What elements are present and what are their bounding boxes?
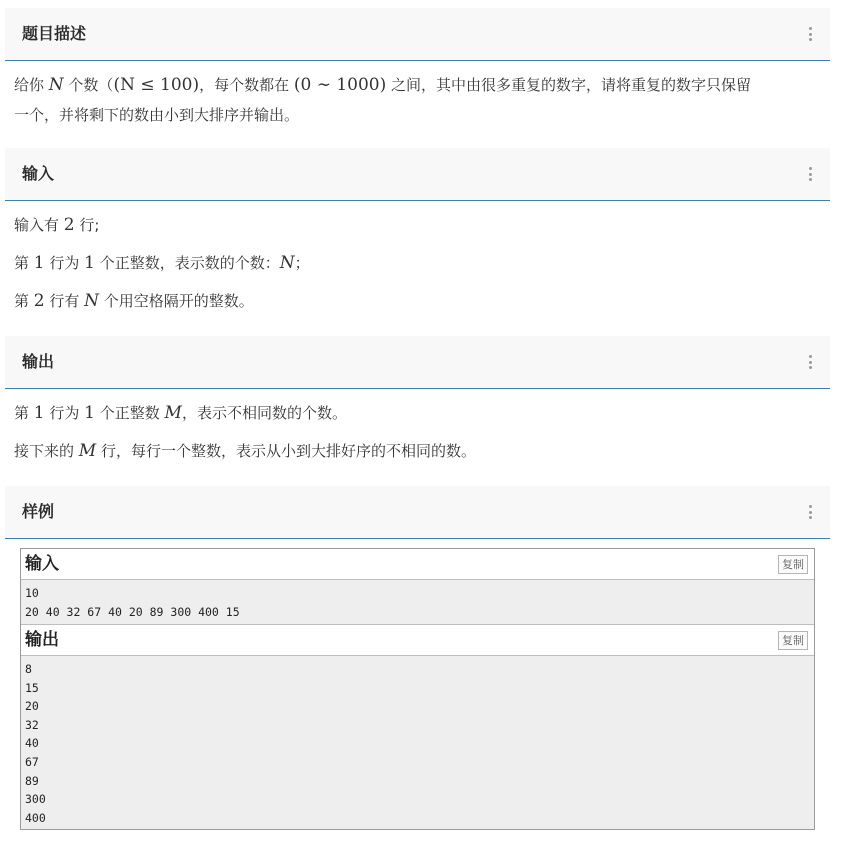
more-vertical-icon[interactable] (809, 505, 813, 519)
sample-output-body[interactable] (21, 656, 814, 829)
math-var-m: M (164, 403, 182, 423)
copy-input-button[interactable]: 复制 (778, 555, 808, 574)
sample-output-line: 15 (25, 680, 39, 695)
sample-output-line: 32 (25, 717, 39, 732)
text-segment: 输入有 (14, 216, 64, 234)
text-segment: 个正整数 (94, 404, 165, 422)
sample-input-line: 20 40 32 67 40 20 89 300 400 15 (25, 604, 240, 619)
math-number: 1 (33, 403, 45, 423)
input-header (5, 148, 830, 201)
sample-io-box (20, 548, 815, 830)
text-segment: 接下来的 (14, 442, 79, 460)
sample-input-header (21, 549, 814, 580)
text-segment: 行; (74, 216, 100, 234)
output-line-2 (14, 440, 476, 461)
more-vertical-icon[interactable] (809, 27, 813, 41)
description-line-2: 一个，并将剩下的数由小到大排序并输出。 (14, 106, 300, 124)
sample-header (5, 486, 830, 539)
math-number: 2 (33, 291, 45, 311)
input-line-1 (14, 214, 99, 235)
math-var-n: N (279, 253, 295, 273)
math-var-m: M (78, 441, 97, 461)
sample-input-body[interactable] (21, 580, 814, 624)
description-section (5, 8, 830, 61)
math-constraint-n: (N ≤ 100) (113, 75, 200, 95)
text-segment: 个正整数，表示数的个数： (94, 254, 280, 272)
sample-output-line: 20 (25, 699, 39, 714)
description-line-1 (14, 74, 751, 95)
text-segment: ，表示不相同数的个数。 (181, 404, 347, 422)
more-vertical-icon[interactable] (809, 167, 813, 181)
sample-input-title: 输入 (25, 554, 59, 574)
sample-output-title: 输出 (25, 630, 59, 650)
sample-output-line: 400 (25, 810, 46, 825)
input-section (5, 148, 830, 201)
math-range: (0 ∼ 1000) (293, 75, 387, 95)
more-vertical-icon[interactable] (809, 355, 813, 369)
math-number: 1 (84, 253, 95, 273)
text-segment: ，每个数都在 (199, 76, 294, 94)
input-title: 输入 (22, 164, 55, 183)
sample-title: 样例 (22, 502, 55, 521)
sample-output-line: 89 (25, 773, 39, 788)
text-segment: ； (294, 254, 310, 272)
text-segment: 行为 (44, 404, 85, 422)
text-segment: 行为 (44, 254, 85, 272)
math-var-n: N (84, 291, 100, 311)
text-segment: 给你 (14, 76, 49, 94)
sample-output-line: 40 (25, 736, 39, 751)
sample-section (5, 486, 830, 539)
input-line-2 (14, 252, 310, 273)
text-segment: 个数（ (63, 76, 114, 94)
math-number: 1 (33, 253, 45, 273)
text-segment: 第 (14, 292, 34, 310)
math-var-n: N (48, 75, 64, 95)
text-segment: 个用空格隔开的整数。 (99, 292, 254, 310)
output-header (5, 336, 830, 389)
output-line-1 (14, 402, 347, 423)
output-title: 输出 (22, 352, 55, 371)
math-number: 2 (63, 215, 75, 235)
output-section (5, 336, 830, 389)
sample-output-header (21, 624, 814, 656)
text-segment: 行，每行一个整数，表示从小到大排好序的不相同的数。 (96, 442, 476, 460)
sample-output-line: 8 (25, 662, 32, 676)
text-segment: 之间，其中由很多重复的数字，请将重复的数字只保留 (386, 76, 752, 94)
text-segment: 行有 (44, 292, 85, 310)
sample-output-line: 67 (25, 754, 39, 769)
sample-output-line: 300 (25, 792, 46, 807)
math-number: 1 (84, 403, 95, 423)
input-line-3 (14, 290, 254, 311)
copy-output-button[interactable]: 复制 (778, 631, 808, 650)
description-header (5, 8, 830, 61)
description-title: 题目描述 (22, 24, 87, 43)
text-segment: 第 (14, 254, 34, 272)
text-segment: 第 (14, 404, 34, 422)
sample-input-line: 10 (25, 586, 39, 600)
